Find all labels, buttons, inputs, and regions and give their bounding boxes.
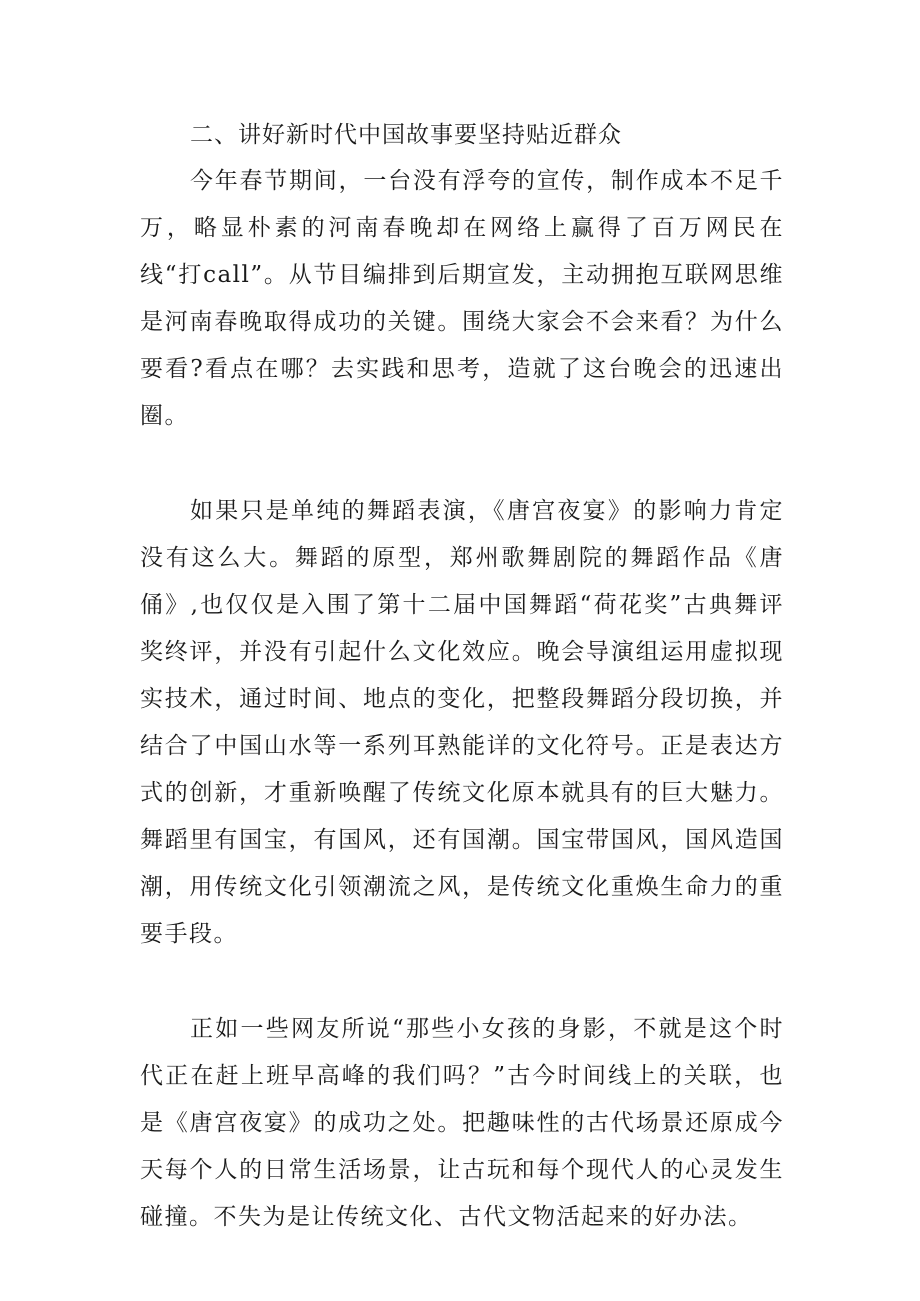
- paragraph-tang-palace-banquet: 如果只是单纯的舞蹈表演，《唐宫夜宴》的影响力肯定没有这么大。舞蹈的原型，郑州歌舞剧院的舞蹈作品《唐俑》,也仅仅是入围了第十二届中国舞蹈“荷花奖”古典舞评奖终评，并没有引起什么文化效应。晚会导演组运用虚拟现实技术，通过时间、地点的变化，把整段舞蹈分段切换，并结合了中国山水等一系列耳熟能详的文化符号。正是表达方式的创新，才重新唤醒了传统文化原本就具有的巨大魅力。舞蹈里有国宝，有国风，还有国潮。国宝带国风，国风造国潮，用传统文化引领潮流之风，是传统文化重焕生命力的重要手段。: [140, 498, 784, 947]
- document-body: [140, 112, 784, 1241]
- paragraph-henan-gala: 今年春节期间，一台没有浮夸的宣传，制作成本不足千万，略显朴素的河南春晚却在网络上赢得了百万网民在线“打call”。从节目编排到后期宣发，主动拥抱互联网思维是河南春晚取得成功的关键。围绕大家会不会来看？为什么要看?看点在哪？去实践和思考，造就了这台晚会的迅速出圈。: [140, 168, 784, 429]
- paragraph-netizen-comment: 正如一些网友所说“那些小女孩的身影，不就是这个时代正在赶上班早高峰的我们吗？”古今时间线上的关联，也是《唐宫夜宴》的成功之处。把趣味性的古代场景还原成今天每个人的日常生活场景，让古玩和每个现代人的心灵发生碰撞。不失为是让传统文化、古代文物活起来的好办法。: [140, 1016, 784, 1230]
- section-heading: 二、讲好新时代中国故事要坚持贴近群众: [190, 122, 622, 148]
